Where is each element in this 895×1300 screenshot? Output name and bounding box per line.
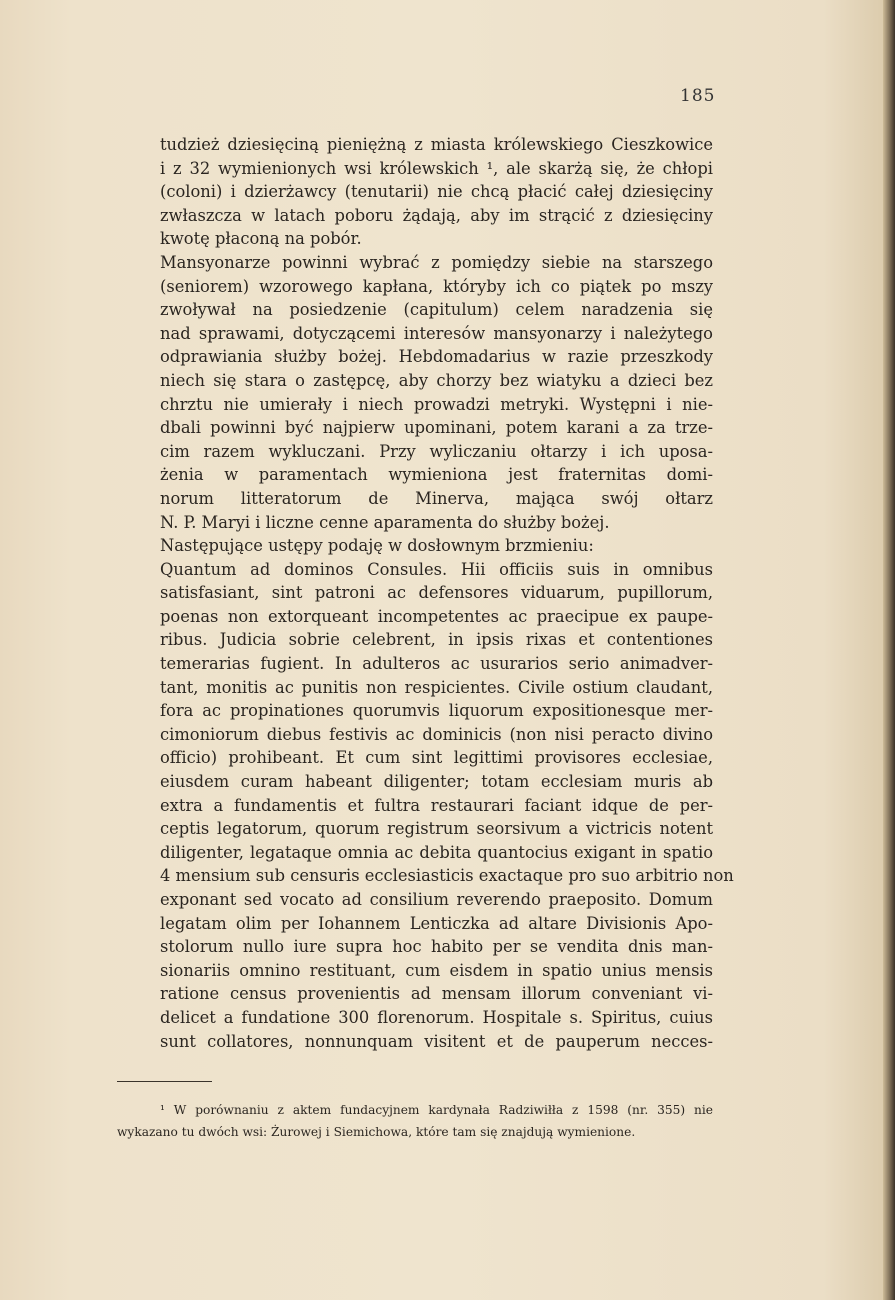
footnote-divider <box>117 1081 212 1082</box>
text-line: niech się stara o zastępcę, aby chorzy bez wiatyku a dzieci bez <box>160 370 713 390</box>
page-number: 185 <box>680 86 716 106</box>
text-line: poenas non extorqueant incompetentes ac praecipue ex paupe- <box>160 606 713 626</box>
text-line: (seniorem) wzorowego kapłana, któryby ich co piątek po mszy <box>160 276 713 296</box>
text-line: exponant sed vocato ad consilium reverendo praeposito. Domum <box>160 890 713 909</box>
text-line: 4 mensium sub censuris ecclesiasticis exactaque pro suo arbitrio non <box>160 866 734 886</box>
text-line: zwłaszcza w latach poboru żądają, aby im strącić z dziesięciny <box>160 205 713 225</box>
body-text <box>160 133 734 1053</box>
text-line: delicet a fundatione 300 florenorum. Hospitale s. Spiritus, cuius <box>160 1007 713 1027</box>
text-line: ratione census provenientis ad mensam illorum conveniant vi- <box>160 984 713 1004</box>
text-line: nad sprawami, dotyczącemi interesów mansyonarzy i należytego <box>160 323 713 343</box>
text-line: ribus. Judicia sobrie celebrent, in ipsis rixas et contentiones <box>160 630 713 650</box>
text-line: diligenter, legataque omnia ac debita quantocius exigant in spatio <box>160 842 713 862</box>
text-line: ceptis legatorum, quorum registrum seorsivum a victricis notent <box>160 819 713 839</box>
text-line: sunt collatores, nonnunquam visitent et de pauperum necces- <box>160 1031 713 1051</box>
text-line: Mansyonarze powinni wybrać z pomiędzy siebie na starszego <box>160 252 713 272</box>
text-line: temerarias fugient. In adulteros ac usurarios serio animadver- <box>160 654 713 674</box>
text-line: dbali powinni być najpierw upominani, potem karani a za trze- <box>160 418 713 438</box>
text-line: tant, monitis ac punitis non respicientes. Civile ostium claudant, <box>160 677 713 697</box>
text-line: N. P. Maryi i liczne cenne aparamenta do służby bożej. <box>160 512 610 532</box>
text-line: officio) prohibeant. Et cum sint legittimi provisores ecclesiae, <box>160 748 713 768</box>
text-line: (coloni) i dzierżawcy (tenutarii) nie chcą płacić całej dziesięciny <box>160 182 713 202</box>
text-line: Quantum ad dominos Consules. Hii officiis suis in omnibus <box>160 559 713 579</box>
text-line: satisfasiant, sint patroni ac defensores viduarum, pupillorum, <box>160 583 713 603</box>
text-line: tudzież dziesięciną pieniężną z miasta królewskiego Cieszkowice <box>160 135 713 154</box>
text-line: fora ac propinationes quorumvis liquorum expositionesque mer- <box>160 701 713 721</box>
text-line: żenia w paramentach wymieniona jest fraternitas domi- <box>160 465 713 485</box>
text-line: cim razem wykluczani. Przy wyliczaniu ołtarzy i ich uposa- <box>160 441 713 461</box>
text-line: chrztu nie umierały i niech prowadzi metryki. Występni i nie- <box>160 394 713 414</box>
text-line: Następujące ustępy podaję w dosłownym brzmieniu: <box>160 536 594 556</box>
footnote-line: wykazano tu dwóch wsi: Żurowej i Siemichowa, które tam się znajdują wymienione. <box>117 1125 636 1139</box>
footnote-line: ¹ W porównaniu z aktem fundacyjnem kardynała Radziwiłła z 1598 (nr. 355) nie <box>160 1103 713 1117</box>
text-line: legatam olim per Iohannem Lenticzka ad altare Divisionis Apo- <box>160 913 713 933</box>
page-edge-shadow <box>883 0 895 1300</box>
text-line: zwoływał na posiedzenie (capitulum) celem naradzenia się <box>160 300 713 320</box>
text-line: kwotę płaconą na pobór. <box>160 229 362 249</box>
text-line: eiusdem curam habeant diligenter; totam ecclesiam muris ab <box>160 772 713 792</box>
text-line: norum litteratorum de Minerva, mająca swój ołtarz <box>160 488 713 508</box>
text-line: i z 32 wymienionych wsi królewskich ¹, ale skarżą się, że chłopi <box>160 158 713 178</box>
text-line: extra a fundamentis et fultra restaurari faciant idque de per- <box>160 795 713 815</box>
text-line: sionariis omnino restituant, cum eisdem in spatio unius mensis <box>160 960 713 980</box>
text-line: stolorum nullo iure supra hoc habito per se vendita dnis man- <box>160 937 713 957</box>
text-line: odprawiania służby bożej. Hebdomadarius w razie przeszkody <box>160 347 713 367</box>
footnotes <box>117 1099 713 1143</box>
text-line: cimoniorum diebus festivis ac dominicis (non nisi peracto divino <box>160 724 713 744</box>
